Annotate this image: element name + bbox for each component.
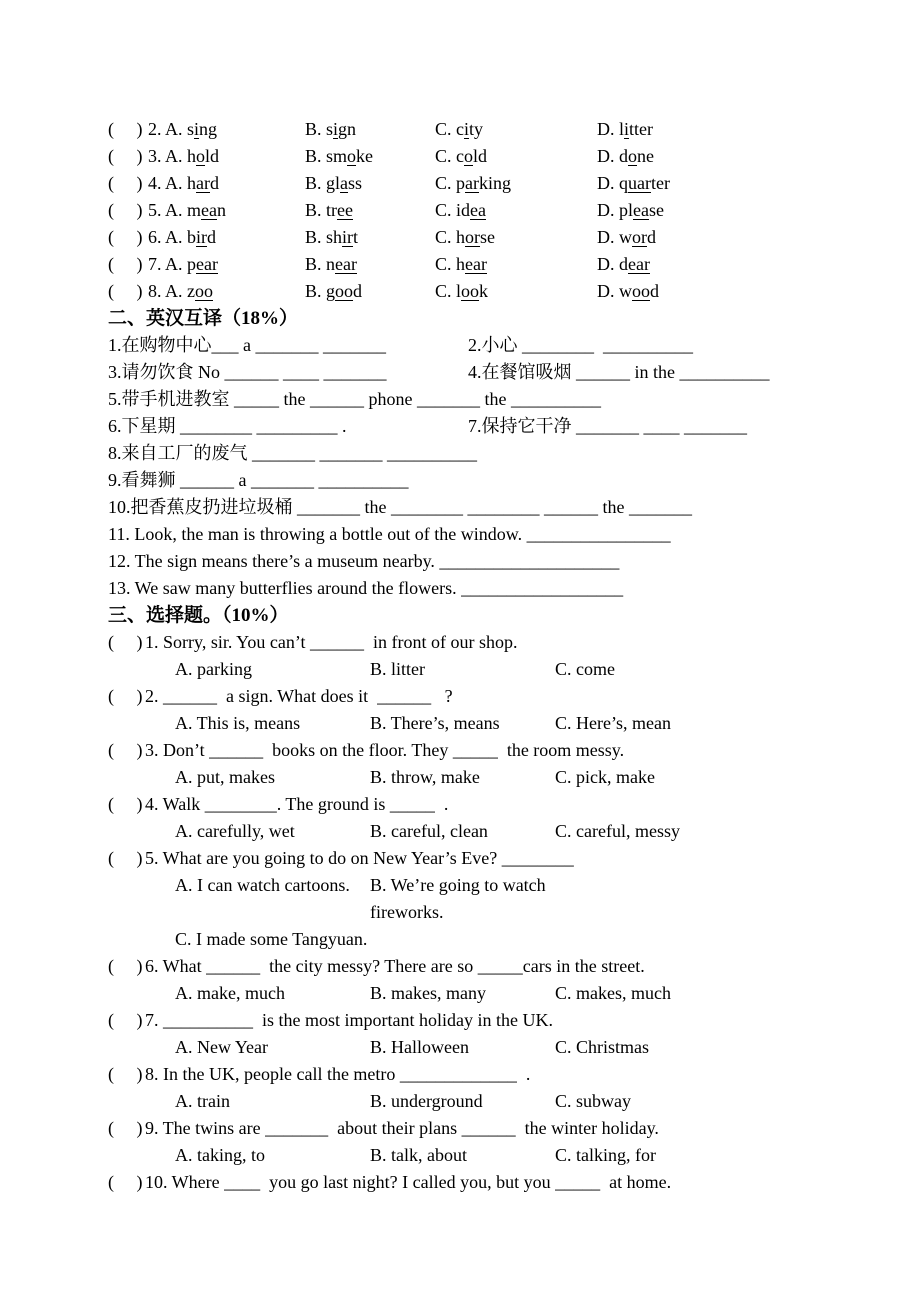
translation-line: [108, 440, 870, 467]
underlined-letters: or: [632, 227, 647, 247]
option: C. come: [555, 659, 615, 679]
phonics-option: C. idea: [435, 200, 486, 220]
translation-item: 4.在餐馆吸烟 ______ in the __________: [468, 362, 770, 382]
underlined-letters: o: [347, 146, 357, 166]
phonics-option: C. cold: [435, 146, 488, 166]
translation-line: [108, 548, 870, 575]
underlined-letters: ar: [465, 173, 479, 193]
options-row: [108, 710, 870, 737]
option: B. talk, about: [370, 1145, 467, 1165]
question-text: 3. Don’t ______ books on the floor. They _____ the room messy.: [145, 740, 625, 760]
options-row: [108, 980, 870, 1007]
question-stem: [108, 683, 870, 710]
underlined-letters: ar: [196, 173, 210, 193]
underlined-letters: i: [624, 119, 630, 139]
underlined-letters: ear: [628, 254, 650, 274]
translation-item: 10.把香蕉皮扔进垃圾桶 _______ the ________ ________ ______ the _______: [108, 497, 692, 517]
translation-line: [108, 359, 870, 386]
option: B. underground: [370, 1091, 483, 1111]
question-text: 2. ______ a sign. What does it ______ ?: [145, 686, 453, 706]
phonics-row: [108, 143, 870, 170]
option: C. Here’s, mean: [555, 713, 671, 733]
answer-bracket: ( ): [108, 794, 143, 814]
question-stem: [108, 1169, 870, 1196]
underlined-letters: o: [196, 146, 206, 166]
answer-bracket: ( ): [108, 146, 143, 166]
phonics-option: D. please: [597, 200, 664, 220]
option: A. train: [175, 1091, 230, 1111]
options-row: [108, 818, 870, 845]
question-stem: [108, 953, 870, 980]
options-row: [108, 926, 870, 953]
answer-bracket: ( ): [108, 1064, 143, 1084]
underlined-letters: ear: [335, 254, 357, 274]
option: C. pick, make: [555, 767, 655, 787]
translation-item: 9.看舞狮 ______ a _______ __________: [108, 470, 409, 490]
question-stem: [108, 845, 870, 872]
phonics-option: 3. A. hold: [148, 146, 220, 166]
question-stem: [108, 629, 870, 656]
translation-item: 6.下星期 ________ _________ .: [108, 416, 347, 436]
translation-section: [108, 305, 870, 602]
phonics-option: D. word: [597, 227, 656, 247]
phonics-option: B. smoke: [305, 146, 374, 166]
phonics-option: 4. A. hard: [148, 173, 219, 193]
choice-question: [108, 845, 870, 953]
answer-bracket: ( ): [108, 173, 143, 193]
underlined-letters: or: [465, 227, 481, 247]
translation-item: 13. We saw many butterflies around the flowers. __________________: [108, 578, 624, 598]
translation-line: [108, 575, 870, 602]
translation-item: 3.请勿饮食 No ______ ____ _______: [108, 362, 387, 382]
option: C. subway: [555, 1091, 631, 1111]
phonics-option: C. hear: [435, 254, 487, 274]
underlined-letters: a: [340, 173, 349, 193]
options-row: [108, 1034, 870, 1061]
choice-question: [108, 737, 870, 791]
underlined-letters: oo: [195, 281, 213, 301]
option: C. Christmas: [555, 1037, 650, 1057]
phonics-option: C. horse: [435, 227, 496, 247]
choice-question: [108, 1007, 870, 1061]
phonics-option: D. litter: [597, 119, 654, 139]
answer-bracket: ( ): [108, 227, 143, 247]
underlined-letters: o: [628, 146, 637, 166]
choice-question: [108, 791, 870, 845]
option: B. throw, make: [370, 767, 480, 787]
answer-bracket: ( ): [108, 632, 143, 652]
answer-bracket: ( ): [108, 1010, 143, 1030]
translation-item: 11. Look, the man is throwing a bottle out of the window. ________________: [108, 524, 671, 544]
phonics-row: [108, 197, 870, 224]
option: B. We’re going to watch fireworks.: [370, 875, 551, 922]
underlined-letters: ea: [633, 200, 649, 220]
phonics-option: B. sign: [305, 119, 357, 139]
option: C. makes, much: [555, 983, 671, 1003]
phonics-option: B. glass: [305, 173, 363, 193]
phonics-section: [108, 116, 870, 305]
answer-bracket: ( ): [108, 281, 143, 301]
phonics-row: [108, 278, 870, 305]
phonics-option: C. look: [435, 281, 489, 301]
answer-bracket: ( ): [108, 686, 143, 706]
translation-section-title: 二、英汉互译（18%）: [108, 308, 299, 329]
phonics-row: [108, 116, 870, 143]
underlined-letters: ear: [465, 254, 487, 274]
choice-question: [108, 1169, 870, 1196]
underlined-letters: uar: [628, 173, 651, 193]
question-stem: [108, 791, 870, 818]
choice-question: [108, 1061, 870, 1115]
choice-question: [108, 629, 870, 683]
underlined-letters: ir: [342, 227, 354, 247]
phonics-option: D. done: [597, 146, 654, 166]
question-text: 4. Walk ________. The ground is _____ .: [145, 794, 449, 814]
translation-line: [108, 386, 870, 413]
option: A. parking: [175, 659, 252, 679]
translation-line: [108, 467, 870, 494]
choice-section-title: 三、选择题。（10%）: [108, 605, 289, 626]
choice-question: [108, 953, 870, 1007]
question-text: 6. What ______ the city messy? There are so _____cars in the street.: [145, 956, 645, 976]
options-row: [108, 872, 870, 926]
question-stem: [108, 1007, 870, 1034]
phonics-option: B. tree: [305, 200, 353, 220]
options-row: [108, 764, 870, 791]
translation-item: 5.带手机进教室 _____ the ______ phone _______ the __________: [108, 389, 601, 409]
underlined-letters: ir: [196, 227, 208, 247]
phonics-option: D. quarter: [597, 173, 670, 193]
answer-bracket: ( ): [108, 956, 143, 976]
option: A. carefully, wet: [175, 821, 295, 841]
underlined-letters: i: [464, 119, 470, 139]
option: A. taking, to: [175, 1145, 265, 1165]
options-row: [108, 1088, 870, 1115]
phonics-option: B. shirt: [305, 227, 359, 247]
phonics-option: C. parking: [435, 173, 512, 193]
phonics-option: D. dear: [597, 254, 650, 274]
question-stem: [108, 737, 870, 764]
answer-bracket: ( ): [108, 254, 143, 274]
translation-lines: [108, 332, 870, 602]
translation-item: 12. The sign means there’s a museum nearby. ____________________: [108, 551, 620, 571]
phonics-option: B. good: [305, 281, 363, 301]
answer-bracket: ( ): [108, 119, 143, 139]
phonics-option: B. near: [305, 254, 357, 274]
question-stem: [108, 1115, 870, 1142]
underlined-letters: ea: [470, 200, 486, 220]
phonics-option: C. city: [435, 119, 484, 139]
translation-line: [108, 413, 870, 440]
options-row: [108, 1142, 870, 1169]
question-text: 8. In the UK, people call the metro _____________ .: [145, 1064, 531, 1084]
choice-section: [108, 602, 870, 1196]
translation-item: 2.小心 ________ __________: [468, 335, 693, 355]
answer-bracket: ( ): [108, 848, 143, 868]
option: B. makes, many: [370, 983, 486, 1003]
underlined-letters: ee: [337, 200, 353, 220]
answer-bracket: ( ): [108, 200, 143, 220]
option: A. put, makes: [175, 767, 275, 787]
underlined-letters: oo: [632, 281, 650, 301]
option: B. Halloween: [370, 1037, 469, 1057]
question-text: 1. Sorry, sir. You can’t ______ in front of our shop.: [145, 632, 518, 652]
translation-item: 1.在购物中心___ a _______ _______: [108, 335, 386, 355]
translation-line: [108, 332, 870, 359]
option: C. I made some Tangyuan.: [175, 929, 368, 949]
choice-questions: [108, 629, 870, 1196]
underlined-letters: oo: [335, 281, 354, 301]
answer-bracket: ( ): [108, 1118, 143, 1138]
phonics-option: 6. A. bird: [148, 227, 217, 247]
phonics-option: 5. A. mean: [148, 200, 226, 220]
translation-item: 8.来自工厂的废气 _______ _______ __________: [108, 443, 477, 463]
option: C. talking, for: [555, 1145, 656, 1165]
option: A. I can watch cartoons.: [175, 875, 350, 895]
underlined-letters: oo: [461, 281, 480, 301]
option: B. litter: [370, 659, 425, 679]
underlined-letters: i: [333, 119, 339, 139]
choice-question: [108, 683, 870, 737]
question-stem: [108, 1061, 870, 1088]
answer-bracket: ( ): [108, 740, 143, 760]
answer-bracket: ( ): [108, 1172, 143, 1192]
question-text: 7. __________ is the most important holiday in the UK.: [145, 1010, 553, 1030]
phonics-row: [108, 251, 870, 278]
underlined-letters: o: [464, 146, 473, 166]
translation-item: 7.保持它干净 _______ ____ _______: [468, 416, 747, 436]
phonics-option: D. wood: [597, 281, 659, 301]
phonics-row: [108, 170, 870, 197]
phonics-option: 8. A. zoo: [148, 281, 213, 301]
question-text: 9. The twins are _______ about their plans ______ the winter holiday.: [145, 1118, 659, 1138]
option: A. New Year: [175, 1037, 268, 1057]
phonics-row: [108, 224, 870, 251]
option: A. This is, means: [175, 713, 301, 733]
question-text: 10. Where ____ you go last night? I called you, but you _____ at home.: [145, 1172, 672, 1192]
question-text: 5. What are you going to do on New Year’s Eve? ________: [145, 848, 574, 868]
phonics-option: 7. A. pear: [148, 254, 218, 274]
translation-line: [108, 521, 870, 548]
options-row: [108, 656, 870, 683]
phonics-option: 2. A. sing: [148, 119, 218, 139]
translation-line: [108, 494, 870, 521]
choice-question: [108, 1115, 870, 1169]
option: C. careful, messy: [555, 821, 680, 841]
option: A. make, much: [175, 983, 285, 1003]
option: B. careful, clean: [370, 821, 488, 841]
option: B. There’s, means: [370, 713, 500, 733]
underlined-letters: i: [194, 119, 200, 139]
underlined-letters: ea: [201, 200, 217, 220]
underlined-letters: ear: [196, 254, 218, 274]
phonics-rows: [108, 116, 870, 305]
